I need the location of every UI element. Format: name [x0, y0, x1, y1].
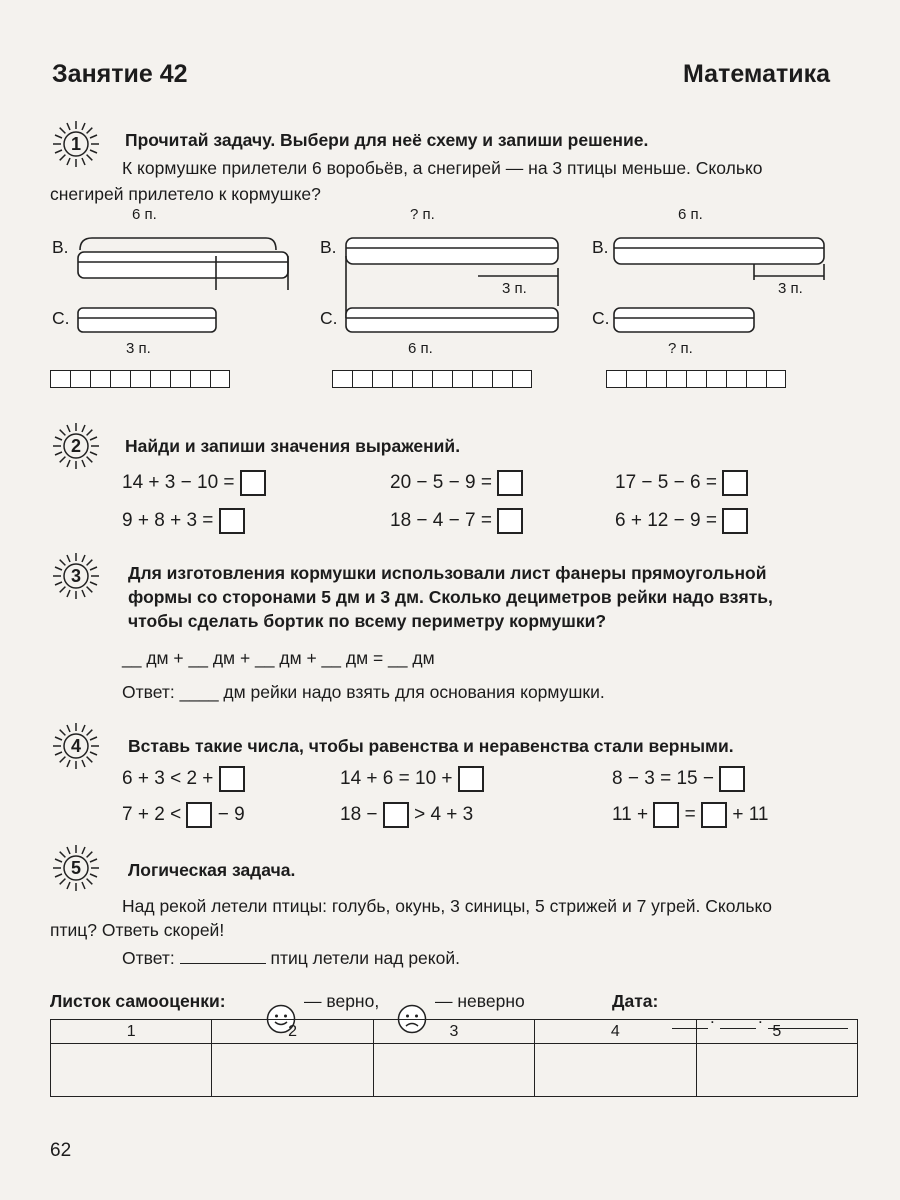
assessment-cell[interactable]: [373, 1044, 534, 1097]
expression: 14 + 3 − 10 =: [122, 470, 266, 496]
expression: 9 + 8 + 3 =: [122, 508, 245, 534]
answer-cells-3[interactable]: [606, 370, 786, 388]
task-number-badge: 5: [50, 842, 102, 894]
table-header-cell: 5: [696, 1020, 857, 1044]
scheme2-bottom-label: 6 п.: [408, 340, 433, 357]
scheme2-top-label: ? п.: [410, 206, 435, 223]
task1-text-line2: снегирей прилетело к кормушке?: [50, 184, 321, 204]
expression: 6 + 12 − 9 =: [615, 508, 748, 534]
task3-answer: Ответ: ____ дм рейки надо взять для основания кормушки.: [122, 682, 605, 702]
answer-box[interactable]: [219, 508, 245, 534]
task-number-badge: 3: [50, 550, 102, 602]
scheme3-mid-label: 3 п.: [778, 280, 803, 297]
scheme2-mid-label: 3 п.: [502, 280, 527, 297]
task5-text-line2: птиц? Ответь скорей!: [50, 920, 225, 940]
assessment-cell[interactable]: [535, 1044, 696, 1097]
wrong-label: — неверно: [435, 991, 525, 1011]
task3-line1: Для изготовления кормушки использовали лист фанеры прямоугольной: [128, 563, 767, 583]
scheme3-top-label: 6 п.: [678, 206, 703, 223]
answer-box[interactable]: [653, 802, 679, 828]
task5-text-line1: Над рекой летели птицы: голубь, окунь, 3 синицы, 5 стрижей и 7 угрей. Сколько: [122, 896, 773, 916]
task1-title: Прочитай задачу. Выбери для неё схему и запиши решение.: [125, 130, 649, 150]
expression: 18 − > 4 + 3: [340, 802, 473, 828]
scheme1-v-label: В.: [52, 237, 69, 257]
answer-box[interactable]: [722, 470, 748, 496]
task5-answer: Ответ: птиц летели над рекой.: [122, 948, 461, 968]
assessment-cell[interactable]: [212, 1044, 373, 1097]
expression: 17 − 5 − 6 =: [615, 470, 748, 496]
assessment-cell[interactable]: [696, 1044, 857, 1097]
scheme3-diagram: [608, 220, 838, 340]
self-assessment-label: Листок самооценки:: [50, 991, 226, 1011]
scheme3-s-label: С.: [592, 308, 610, 328]
self-assessment-table: [50, 1019, 858, 1097]
task-number-badge: 4: [50, 720, 102, 772]
expression: 6 + 3 < 2 +: [122, 766, 245, 792]
expression: 20 − 5 − 9 =: [390, 470, 523, 496]
subject-title: Математика: [683, 60, 830, 88]
expression: 11 + = + 11: [612, 802, 768, 828]
task2-title: Найди и запиши значения выражений.: [125, 436, 461, 456]
correct-label: — верно,: [304, 991, 380, 1011]
expression: 8 − 3 = 15 −: [612, 766, 745, 792]
lesson-title: Занятие 42: [52, 60, 188, 88]
answer-cells-1[interactable]: [50, 370, 230, 388]
scheme2-v-label: В.: [320, 237, 337, 257]
scheme1-s-label: С.: [52, 308, 70, 328]
table-header-cell: 2: [212, 1020, 373, 1044]
answer-box[interactable]: [458, 766, 484, 792]
assessment-cell[interactable]: [51, 1044, 212, 1097]
expression: 14 + 6 = 10 +: [340, 766, 484, 792]
table-header-cell: 4: [535, 1020, 696, 1044]
task1-text-line1: К кормушке прилетели 6 воробьёв, а снегирей — на 3 птицы меньше. Сколько: [122, 158, 763, 178]
answer-box[interactable]: [383, 802, 409, 828]
task3-line3: чтобы сделать бортик по всему периметру кормушки?: [128, 611, 607, 631]
task4-title: Вставь такие числа, чтобы равенства и неравенства стали верными.: [128, 736, 734, 756]
scheme2-s-label: С.: [320, 308, 338, 328]
expression: 7 + 2 < − 9: [122, 802, 245, 828]
answer-box[interactable]: [240, 470, 266, 496]
answer-box[interactable]: [219, 766, 245, 792]
table-header-cell: 3: [373, 1020, 534, 1044]
scheme1-diagram: [70, 220, 300, 340]
task-number-badge: 1: [50, 118, 102, 170]
answer-box[interactable]: [497, 470, 523, 496]
date-field[interactable]: . .: [672, 1012, 862, 1032]
answer-box[interactable]: [701, 802, 727, 828]
date-label: Дата:: [612, 991, 659, 1011]
answer-blank[interactable]: [180, 963, 266, 964]
page-number: 62: [50, 1140, 72, 1161]
scheme1-bottom-label: 3 п.: [126, 340, 151, 357]
task3-line2: формы со сторонами 5 дм и 3 дм. Сколько дециметров рейки надо взять,: [128, 587, 773, 607]
task5-title: Логическая задача.: [128, 860, 296, 880]
answer-box[interactable]: [186, 802, 212, 828]
table-header-cell: 1: [51, 1020, 212, 1044]
task-number-badge: 2: [50, 420, 102, 472]
scheme3-bottom-label: ? п.: [668, 340, 693, 357]
answer-cells-2[interactable]: [332, 370, 532, 388]
scheme2-diagram: [338, 220, 568, 340]
answer-box[interactable]: [497, 508, 523, 534]
answer-box[interactable]: [722, 508, 748, 534]
answer-box[interactable]: [719, 766, 745, 792]
task3-equation[interactable]: __ дм + __ дм + __ дм + __ дм = __ дм: [122, 648, 435, 668]
expression: 18 − 4 − 7 =: [390, 508, 523, 534]
scheme1-top-label: 6 п.: [132, 206, 157, 223]
scheme3-v-label: В.: [592, 237, 609, 257]
